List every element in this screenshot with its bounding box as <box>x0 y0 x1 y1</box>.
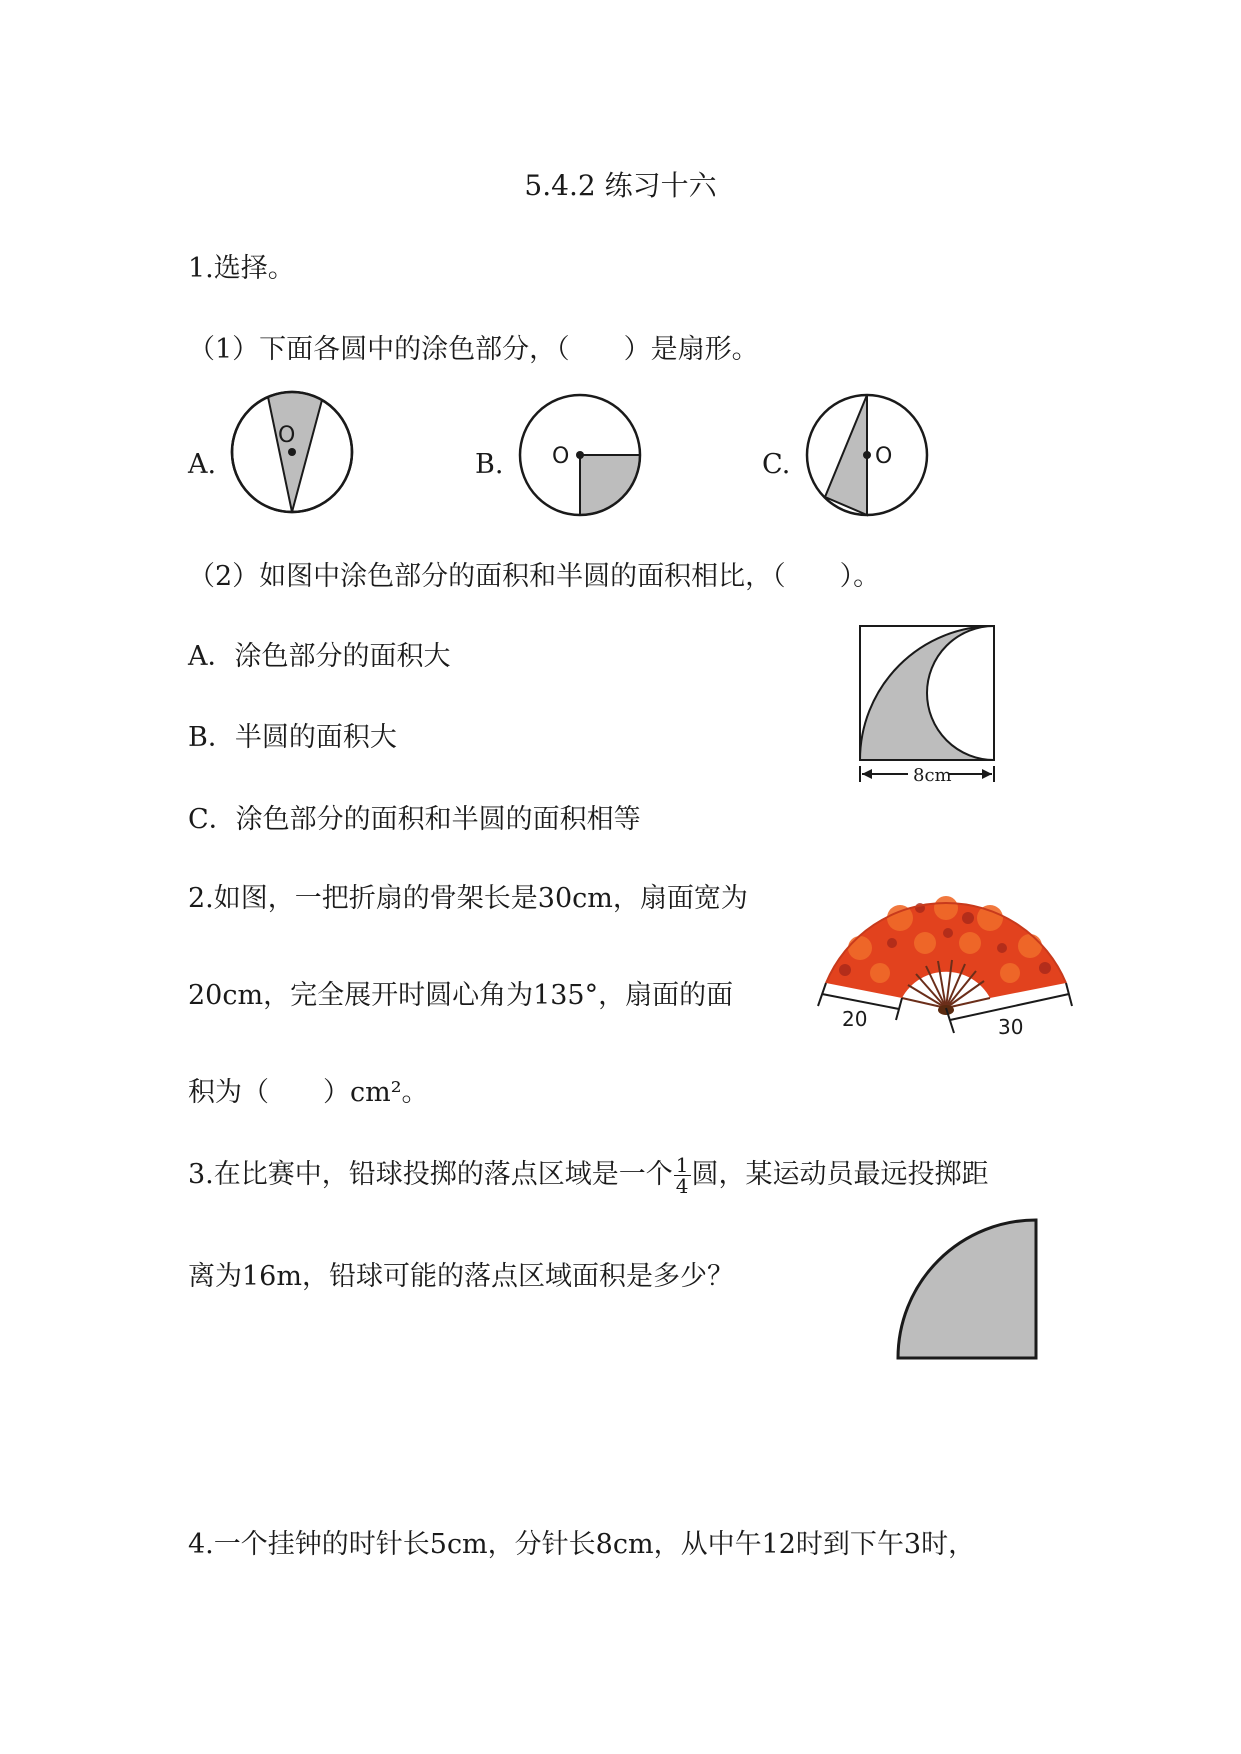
folding-fan-figure <box>820 888 1072 1048</box>
center-label-a: O <box>278 423 296 448</box>
fan-label-30: 30 <box>998 1015 1024 1039</box>
q1-part2-option-a: A．涂色部分的面积大 <box>188 641 451 672</box>
dimension-label-8cm: 8cm <box>913 765 952 786</box>
circle-figure-b <box>518 393 642 517</box>
fraction-one-quarter <box>674 1155 691 1196</box>
quarter-circle-figure <box>895 1217 1039 1361</box>
q2-line3: 积为（ ）cm²。 <box>188 1077 429 1108</box>
q1-option-b-label: B. <box>475 449 504 480</box>
q1-part2-option-b: B．半圆的面积大 <box>188 722 397 753</box>
q1-option-c-label: C. <box>762 449 791 480</box>
q1-heading: 1.选择。 <box>188 253 295 284</box>
page-title: 5.4.2 练习十六 <box>524 169 717 202</box>
fan-label-20: 20 <box>842 1007 868 1031</box>
q3-line1 <box>188 1155 989 1196</box>
q2-line1: 2.如图，一把折扇的骨架长是30cm，扇面宽为 <box>188 883 748 914</box>
q1-part2-option-c: C．涂色部分的面积和半圆的面积相等 <box>188 804 641 835</box>
fraction-denominator: 4 <box>675 1174 689 1198</box>
q3-line1-before: 3.在比赛中，铅球投掷的落点区域是一个 <box>188 1159 673 1190</box>
q1-part1-stem: （1）下面各圆中的涂色部分，（ ）是扇形。 <box>188 334 759 365</box>
center-label-b: O <box>552 444 570 469</box>
q3-line1-after: 圆，某运动员最远投掷距 <box>691 1159 989 1190</box>
square-crescent-figure <box>858 624 1000 790</box>
circle-figure-a <box>230 390 354 514</box>
q1-part2-stem: （2）如图中涂色部分的面积和半圆的面积相比，（ ）。 <box>188 561 881 592</box>
center-label-c: O <box>875 444 893 469</box>
q2-line2: 20cm，完全展开时圆心角为135°，扇面的面 <box>188 980 734 1011</box>
fraction-numerator: 1 <box>675 1153 689 1177</box>
q4-line1: 4.一个挂钟的时针长5cm，分针长8cm，从中午12时到下午3时， <box>188 1529 976 1560</box>
circle-figure-c <box>805 393 929 517</box>
q1-option-a-label: A. <box>188 449 217 480</box>
q3-line2: 离为16m，铅球可能的落点区域面积是多少？ <box>188 1261 734 1292</box>
